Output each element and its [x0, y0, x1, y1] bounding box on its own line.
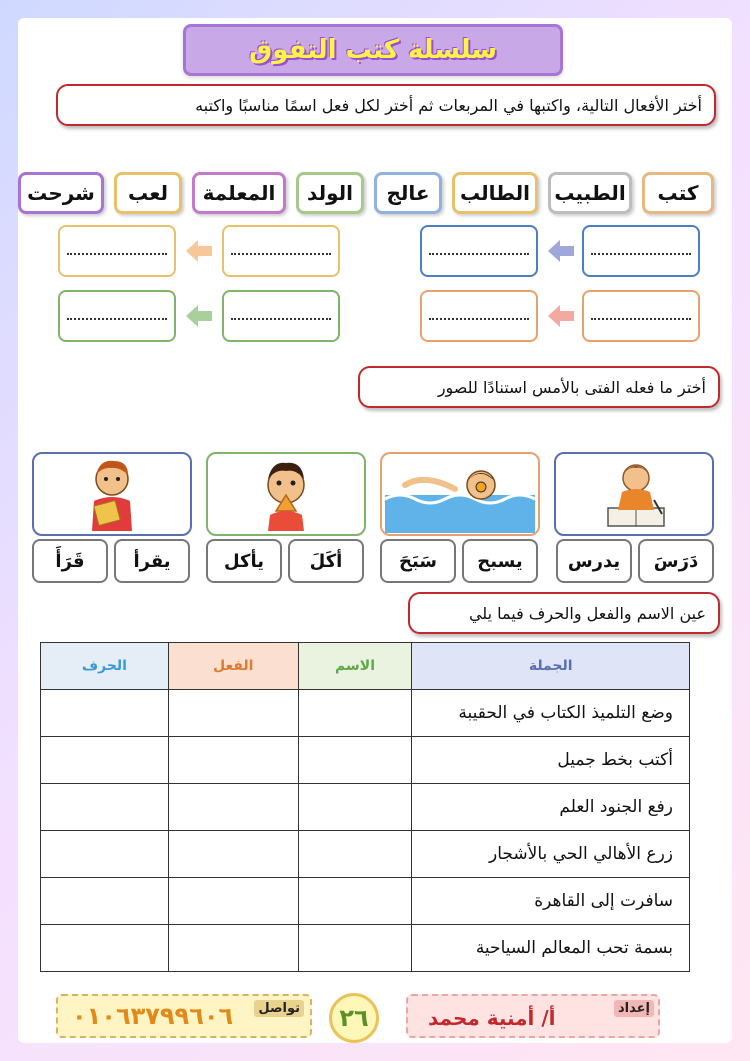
- header-noun: الاسم: [298, 643, 412, 690]
- table-row: [41, 737, 690, 784]
- author-name: أ/ أمنية محمد: [428, 1006, 556, 1030]
- choice-button[interactable]: [462, 539, 538, 583]
- sentence-cell: رفع الجنود العلم: [412, 784, 690, 831]
- instruction-2-text: أختر ما فعله الفتى بالأمس استنادًا للصور: [437, 377, 706, 397]
- noun-cell[interactable]: [298, 831, 412, 878]
- header-sentence: الجملة: [412, 643, 690, 690]
- answer-box[interactable]: [222, 290, 340, 342]
- word-box[interactable]: [18, 172, 104, 214]
- word-label: المعلمة: [202, 181, 276, 205]
- classification-table: [40, 642, 690, 972]
- choice-button[interactable]: [556, 539, 632, 583]
- word-label: كتب: [657, 181, 699, 205]
- verb-cell[interactable]: [168, 925, 298, 972]
- boy-eating-icon: [246, 455, 326, 533]
- sentence-cell: زرع الأهالي الحي بالأشجار: [412, 831, 690, 878]
- picture-studying: [554, 452, 714, 536]
- header-particle: الحرف: [41, 643, 169, 690]
- word-box[interactable]: [452, 172, 538, 214]
- word-box[interactable]: [114, 172, 182, 214]
- particle-cell[interactable]: [41, 690, 169, 737]
- table-row: [41, 925, 690, 972]
- choice-label: يأكل: [223, 550, 265, 572]
- instruction-2: [358, 366, 720, 408]
- author-label: إعداد: [614, 1000, 654, 1017]
- answer-box[interactable]: [582, 225, 700, 277]
- choice-button[interactable]: [638, 539, 714, 583]
- choice-label: أكَلَ: [309, 550, 343, 572]
- header-verb: الفعل: [168, 643, 298, 690]
- choice-label: دَرَسَ: [653, 550, 699, 572]
- instruction-1-text: أختر الأفعال التالية، واكتبها في المربعات ثم أختر لكل فعل اسمًا مناسبًا واكتبه: [195, 95, 702, 115]
- author-badge: [406, 994, 660, 1038]
- choice-label: يقرأ: [133, 550, 171, 572]
- word-box[interactable]: [548, 172, 632, 214]
- instruction-1: [56, 84, 716, 126]
- noun-cell[interactable]: [298, 925, 412, 972]
- answer-box[interactable]: [420, 225, 538, 277]
- phone-number: ٠١٠٦٣٧٩٩٦٠٦: [72, 1002, 234, 1030]
- word-label: لعب: [128, 181, 168, 205]
- table-row: [41, 831, 690, 878]
- sentence-cell: بسمة تحب المعالم السياحية: [412, 925, 690, 972]
- choice-button[interactable]: [380, 539, 456, 583]
- particle-cell[interactable]: [41, 878, 169, 925]
- answer-box[interactable]: [420, 290, 538, 342]
- verb-cell[interactable]: [168, 878, 298, 925]
- sentence-cell: سافرت إلى القاهرة: [412, 878, 690, 925]
- arrow-left-icon: [548, 238, 574, 264]
- word-label: الطالب: [459, 181, 531, 205]
- page-title: سلسلة كتب التفوق: [249, 35, 497, 65]
- page-number: ٢٦: [329, 993, 379, 1043]
- word-label: عالج: [386, 181, 430, 205]
- worksheet-page: [18, 18, 732, 1043]
- contact-badge: [56, 994, 312, 1038]
- word-label: الطبيب: [554, 181, 626, 205]
- picture-eating: [206, 452, 366, 536]
- word-box[interactable]: [642, 172, 714, 214]
- choice-label: سَبَحَ: [398, 550, 438, 572]
- picture-swimming: [380, 452, 540, 536]
- particle-cell[interactable]: [41, 831, 169, 878]
- particle-cell[interactable]: [41, 784, 169, 831]
- sentence-cell: أكتب بخط جميل: [412, 737, 690, 784]
- boy-reading-icon: [72, 455, 152, 533]
- word-label: الولد: [307, 181, 353, 205]
- verb-cell[interactable]: [168, 831, 298, 878]
- answer-box[interactable]: [222, 225, 340, 277]
- verb-cell[interactable]: [168, 690, 298, 737]
- arrow-left-icon: [186, 303, 212, 329]
- choice-button[interactable]: [288, 539, 364, 583]
- arrow-left-icon: [548, 303, 574, 329]
- word-box[interactable]: [192, 172, 286, 214]
- answer-box[interactable]: [58, 290, 176, 342]
- choice-label: قَرَأَ: [55, 550, 85, 572]
- word-box[interactable]: [374, 172, 442, 214]
- word-label: شرحت: [27, 181, 95, 205]
- particle-cell[interactable]: [41, 737, 169, 784]
- choice-label: يدرس: [567, 550, 621, 572]
- choice-button[interactable]: [32, 539, 108, 583]
- noun-cell[interactable]: [298, 690, 412, 737]
- noun-cell[interactable]: [298, 784, 412, 831]
- instruction-3: [408, 592, 720, 634]
- particle-cell[interactable]: [41, 925, 169, 972]
- noun-cell[interactable]: [298, 878, 412, 925]
- choice-label: يسبح: [477, 550, 523, 572]
- verb-cell[interactable]: [168, 784, 298, 831]
- instruction-3-text: عين الاسم والفعل والحرف فيما يلي: [468, 603, 706, 623]
- arrow-left-icon: [186, 238, 212, 264]
- answer-box[interactable]: [58, 225, 176, 277]
- verb-cell[interactable]: [168, 737, 298, 784]
- title-banner: [183, 24, 563, 76]
- table-row: [41, 784, 690, 831]
- choice-button[interactable]: [206, 539, 282, 583]
- word-box[interactable]: [296, 172, 364, 214]
- table-row: [41, 878, 690, 925]
- picture-reading: [32, 452, 192, 536]
- table-row: [41, 690, 690, 737]
- answer-box[interactable]: [582, 290, 700, 342]
- boy-studying-icon: [594, 456, 674, 532]
- table-header-row: [41, 643, 690, 690]
- sentence-cell: وضع التلميذ الكتاب في الحقيبة: [412, 690, 690, 737]
- boy-swimming-icon: [385, 455, 535, 533]
- noun-cell[interactable]: [298, 737, 412, 784]
- contact-label: تواصل: [254, 1000, 304, 1017]
- choice-button[interactable]: [114, 539, 190, 583]
